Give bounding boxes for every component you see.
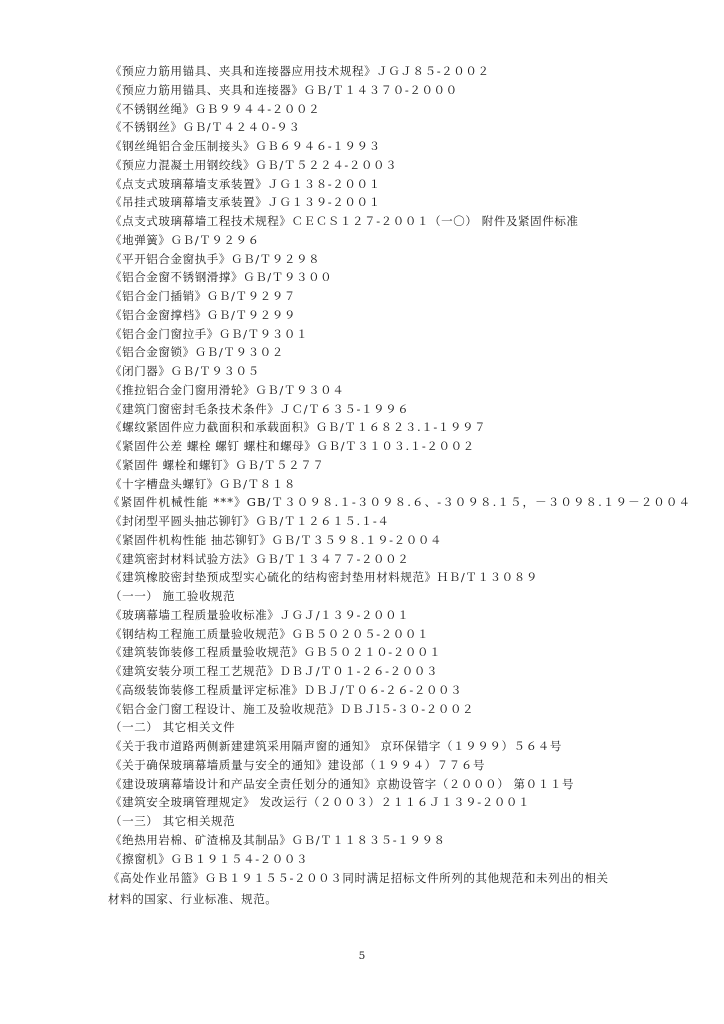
text-line: 《预应力筋用锚具、夹具和连接器应用技术规程》ＪＧＪ８５-２００２ xyxy=(110,64,490,78)
text-line: 《关于我市道路两侧新建建筑采用隔声窗的通知》 京环保错字（１９９９）５６４号 xyxy=(110,739,562,753)
text-line: 《关于确保玻璃幕墙质量与安全的通知》建设部（１９９４）７７６号 xyxy=(110,757,486,772)
text-line: 《铝合金窗撑档》ＧＢ/Ｔ９２９９ xyxy=(110,307,296,322)
text-line: 《紧固件机械性能 ***》GB/Ｔ３０９８.１-３０９８.６、-３０９８.１５，－３０９８.１９－２００４ xyxy=(108,495,692,510)
final-paragraph: 《高处作业吊篮》ＧＢ１９１５５-２００３同时满足招标文件所列的其他规范和未列出的相关材料的国家、行业标准、规范。 xyxy=(108,871,609,907)
section-heading: （一三） 其它相关规范 xyxy=(110,814,236,828)
text-line: 《铝合金门窗工程设计、施工及验收规范》ＤＢＪl５-３０-２００２ xyxy=(110,701,475,716)
text-line: 《铝合金门窗拉手》ＧＢ/Ｔ９３０１ xyxy=(110,326,309,341)
text-line: 《预应力筋用锚具、夹具和连接器》ＧＢ/Ｔ１４３７０-２０００ xyxy=(110,82,458,97)
text-line: 《铝合金窗不锈钢滑撑》ＧＢ/Ｔ９３００ xyxy=(110,270,333,285)
text-line: 《不锈钢丝》ＧＢ/Ｔ４２４０-９３ xyxy=(110,120,301,135)
text-line: 《封闭型平圆头抽芯铆钉》ＧＢ/Ｔ１２６１５.１-４ xyxy=(110,514,390,528)
section-heading: （一二） 其它相关文件 xyxy=(110,720,236,735)
text-line: 《玻璃幕墙工程质量验收标准》ＪＧＪ/１３９-２００１ xyxy=(110,607,410,622)
text-line: 《紧固件机构性能 抽芯铆钉》ＧＢ/Ｔ３５９８.１９-２００４ xyxy=(110,532,443,547)
text-line: 《吊挂式玻璃幕墙支承装置》ＪＧ１３９-２００１ xyxy=(110,195,381,210)
text-line: 《紧固件公差 螺栓 螺钉 螺柱和螺母》ＧＢ/Ｔ３１０３.１-２００２ xyxy=(110,439,475,453)
text-line: 《建筑橡胶密封垫预成型实心硫化的结构密封垫用材料规范》ＨＢ/Ｔ１３０８９ xyxy=(110,570,538,585)
text-line: 《建筑装饰装修工程质量验收规范》ＧＢ５０２１０-２００１ xyxy=(110,645,442,660)
text-line: 《闭门器》ＧＢ/Ｔ９３０５ xyxy=(110,364,260,378)
text-line: 《钢丝绳铝合金压制接头》ＧＢ６９４６-１９９３ xyxy=(110,139,381,153)
text-line: 《建设玻璃幕墙设计和产品安全责任划分的通知》京勘设管字（２０００） 第０１１号 xyxy=(110,776,575,791)
text-line: 《建筑密封材料试验方法》ＧＢ/Ｔ１３４７７-２００２ xyxy=(110,551,410,566)
text-line: 《平开铝合金窗执手》ＧＢ/Ｔ９２９８ xyxy=(110,251,321,266)
text-line: 《铝合金门插销》ＧＢ/Ｔ９２９７ xyxy=(110,289,296,303)
text-line: 《建筑安全玻璃管理规定》 发改运行（２００３）２１１６Ｊ１３９-２００１ xyxy=(110,795,531,810)
text-line: 《高级装饰装修工程质量评定标准》ＤＢＪ/Ｔ０６-２６-２００３ xyxy=(110,682,463,697)
text-line: 《预应力混凝土用钢绞线》ＧＢ/Ｔ５２２４-２００３ xyxy=(110,157,398,172)
text-line: 《紧固件 螺栓和螺钉》ＧＢ/Ｔ５２７７ xyxy=(110,457,325,472)
text-line: 《擦窗机》ＧＢ１９１５４-２００３ xyxy=(110,851,309,866)
text-line: 《钢结构工程施工质量验收规范》ＧＢ５０２０５-２００１ xyxy=(110,626,430,641)
text-line: 《绝热用岩棉、矿渣棉及其制品》ＧＢ/Ｔ１１８３５-１９９８ xyxy=(110,832,446,847)
document-body xyxy=(108,62,692,910)
text-line: 《推拉铝合金门窗用滑轮》ＧＢ/Ｔ９３０４ xyxy=(110,382,345,397)
text-line: 《十字槽盘头螺钉》ＧＢ/Ｔ８１８ xyxy=(110,476,296,491)
page-number: 5 xyxy=(358,950,366,962)
text-line: 《点支式玻璃幕墙支承装置》ＪＧ１３８-２００１ xyxy=(110,176,381,191)
text-line: 《不锈钢丝绳》ＧＢ９９４４-２００２ xyxy=(110,101,321,116)
text-line: 《点支式玻璃幕墙工程技术规程》ＣＥＣＳ１２７-２００１（一〇） 附件及紧固件标准 xyxy=(110,214,579,228)
text-line: 《螺纹紧固件应力截面积和承载面积》ＧＢ/Ｔ１６８２３.１-１９９７ xyxy=(110,420,487,435)
text-line: 《建筑门窗密封毛条技术条件》ＪＣ/Ｔ６３５-１９９６ xyxy=(110,401,410,416)
text-line: 《建筑安装分项工程工艺规范》ＤＢＪ/Ｔ０１-２６-２００３ xyxy=(110,664,439,678)
section-heading: （一一） 施工验收规范 xyxy=(110,589,236,603)
text-line: 《地弹簧》ＧＢ/Ｔ９２９６ xyxy=(110,232,260,247)
text-line: 《铝合金窗锁》ＧＢ/Ｔ９３０２ xyxy=(110,345,284,360)
